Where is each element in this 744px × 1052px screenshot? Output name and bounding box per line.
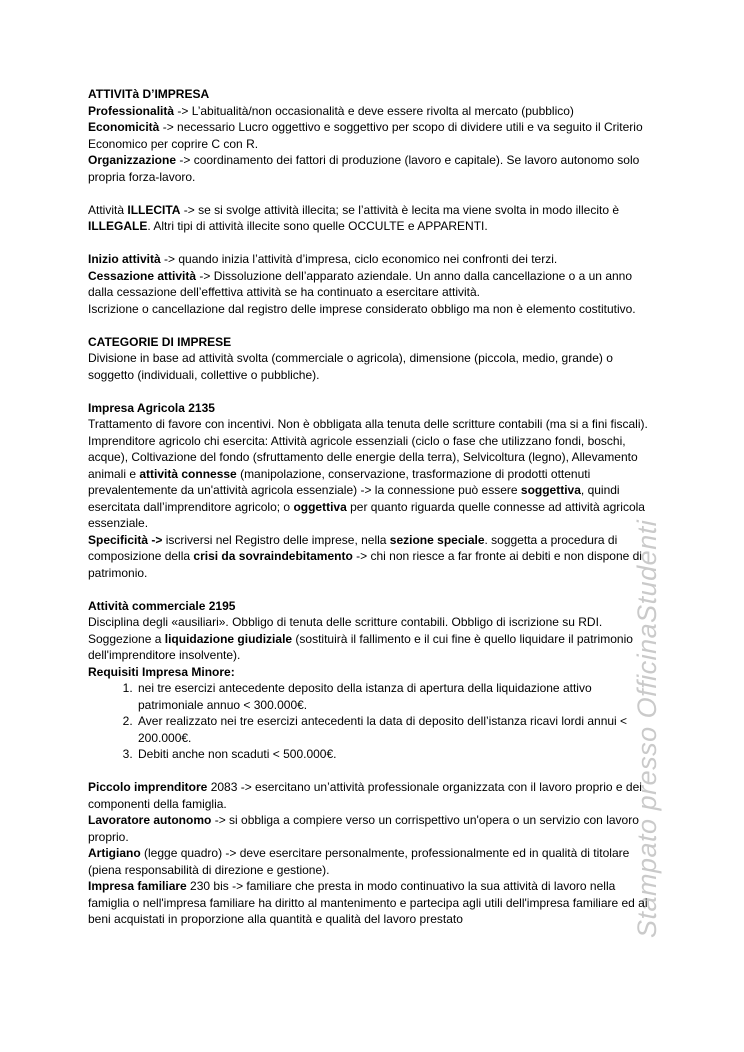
ordered-list (88, 680, 658, 763)
blank-line (88, 317, 658, 334)
text-run: Aver realizzato nei tre esercizi antecedenti la data di deposito dell’istanza ricavi lordi annui < 200.000€. (138, 714, 628, 745)
paragraph (88, 301, 658, 318)
watermark: Stampato presso OfficinaStudenti (632, 519, 662, 938)
blank-line (88, 235, 658, 252)
paragraph (88, 532, 658, 582)
text-run: -> chi non riesce a far fronte ai debiti e non dispone di patrimonio. (88, 549, 642, 580)
blank-line (88, 581, 658, 598)
text-run: Debiti anche non scaduti < 500.000€. (138, 747, 337, 761)
text-run: -> quando inizia l’attività d’impresa, ciclo economico nei confronti dei terzi. (160, 252, 558, 266)
bold-text-run: Impresa familiare (88, 879, 187, 893)
list-item (136, 713, 658, 746)
bold-text-run: Attività commerciale 2195 (88, 598, 236, 613)
bold-text-run: Specificità -> (88, 532, 163, 547)
bold-text-run: ILLECITA (127, 202, 181, 217)
section-heading (88, 400, 658, 417)
bold-text-run: Economicità (88, 120, 160, 134)
section-heading (88, 598, 658, 615)
blank-line (88, 185, 658, 202)
text-run: Divisione in base ad attività svolta (commerciale o agricola), dimensione (piccola, medio, grande) o soggetto (individuali, collettive o pubbliche). (88, 351, 613, 382)
bold-text-run: CATEGORIE DI IMPRESE (88, 334, 232, 349)
paragraph (88, 779, 658, 812)
bold-text-run: soggettiva (520, 483, 581, 497)
text-run: nei tre esercizi antecedente deposito della istanza di apertura della liquidazione attivo patrimoniale annuo < 300.000€. (138, 681, 592, 712)
text-run: (legge quadro) -> deve esercitare personalmente, professionalmente ed in qualità di titolare (piena responsabilità di direzione e gestione). (88, 846, 630, 877)
text-run: 2083 -> esercitano un’attività professionale organizzata con il lavoro proprio e dei componenti della famiglia. (88, 780, 642, 811)
bold-text-run: liquidazione giudiziale (164, 631, 293, 646)
text-run: -> se si svolge attività illecita; se l’attività è lecita ma viene svolta in modo illecito è (180, 202, 619, 217)
paragraph (88, 878, 658, 928)
bold-text-run: Requisiti Impresa Minore: (88, 664, 235, 679)
bold-text-run: Inizio attività (88, 252, 161, 266)
paragraph (88, 845, 658, 878)
text-run: iscriversi nel Registro delle imprese, nella (162, 532, 390, 547)
document-content (88, 86, 658, 928)
bold-text-run: Cessazione attività (88, 268, 197, 283)
bold-text-run: sezione speciale (389, 532, 485, 547)
bold-text-run: Organizzazione (88, 153, 177, 167)
blank-line (88, 763, 658, 780)
bold-text-run: Artigiano (88, 846, 141, 860)
text-run: per quanto riguarda quelle connesse ad attività agricola essenziale. (88, 499, 645, 530)
text-run: -> si obbliga a compiere verso un corrispettivo un'opera o un servizio con lavoro proprio. (88, 813, 639, 844)
paragraph (88, 251, 658, 268)
bold-text-run: oggettiva (293, 499, 347, 514)
paragraph (88, 416, 658, 532)
text-run: -> Dissoluzione dell’apparato aziendale. Un anno dalla cancellazione o a un anno dalla cessazione dell’effettiva attività se ha continuato a esercitare attività. (88, 268, 633, 299)
paragraph (88, 812, 658, 845)
text-run: -> necessario Lucro oggettivo e soggettivo per scopo di dividere utili e va seguito il Criterio Economico per coprire C con R. (88, 120, 643, 151)
text-run: Iscrizione o cancellazione dal registro delle imprese considerato obbligo ma non è elemento costitutivo. (88, 301, 636, 316)
bold-text-run: attività connesse (139, 466, 237, 481)
text-run: . soggetta a procedura di composizione della (88, 532, 618, 563)
bold-text-run: crisi da sovraindebitamento (193, 549, 353, 563)
text-run: (sostituirà il fallimento e il cui fine è quello liquidare il patrimonio dell'imprenditore insolvente). (88, 631, 633, 662)
bold-text-run: Professionalità (88, 103, 175, 118)
text-run: -> L’abitualità/non occasionalità e deve essere rivolta al mercato (pubblico) (174, 103, 574, 118)
paragraph (88, 103, 658, 120)
text-run: Attività (88, 202, 128, 217)
list-item (136, 746, 658, 763)
section-heading (88, 334, 658, 351)
text-run: , quindi esercitata dall’imprenditore agricolo; o (88, 483, 620, 514)
bold-text-run: ILLEGALE (88, 219, 148, 233)
paragraph (88, 202, 658, 235)
text-run: 230 bis -> familiare che presta in modo continuativo la sua attività di lavoro nella famiglia o nell'impresa familiare ha diritto al mantenimento e partecipa agli utili dell'impresa familiare ed ai beni acquistati in proporzione alla quantità e qualità del lavoro prestato (88, 879, 648, 926)
paragraph (88, 614, 658, 664)
doc-title (88, 86, 658, 103)
bold-text-run: Piccolo imprenditore (88, 780, 208, 794)
bold-text-run: ATTIVITà D’IMPRESA (88, 87, 210, 101)
paragraph (88, 119, 658, 152)
paragraph (88, 350, 658, 383)
blank-line (88, 383, 658, 400)
subsection-heading (88, 664, 658, 681)
text-run: (manipolazione, conservazione, trasformazione di prodotti ottenuti prevalentemente da un'attività agricola essenziale) -> la connessione può essere (88, 466, 591, 497)
bold-text-run: Lavoratore autonomo (88, 813, 212, 827)
paragraph (88, 152, 658, 185)
text-run: Disciplina degli «ausiliari». Obbligo di tenuta delle scritture contabili. Obbligo di iscrizione su RDI. Soggezione a (88, 615, 603, 646)
text-run: Trattamento di favore con incentivi. Non è obbligata alla tenuta delle scritture contabili (ma si a fini fiscali). Imprenditore agricolo chi esercita: Attività agricole essenziali (ciclo o fase che utilizzano fondi, boschi, acque), Coltivazione del fondo (sfruttamento delle energie della terra), Selvicoltura (legno), Allevamento animali e (88, 417, 648, 481)
paragraph (88, 268, 658, 301)
list-item (136, 680, 658, 713)
text-run: -> coordinamento dei fattori di produzione (lavoro e capitale). Se lavoro autonomo solo propria forza-lavoro. (88, 153, 640, 184)
text-run: . Altri tipi di attività illecite sono quelle OCCULTE e APPARENTI. (147, 219, 488, 233)
bold-text-run: Impresa Agricola 2135 (88, 400, 215, 415)
